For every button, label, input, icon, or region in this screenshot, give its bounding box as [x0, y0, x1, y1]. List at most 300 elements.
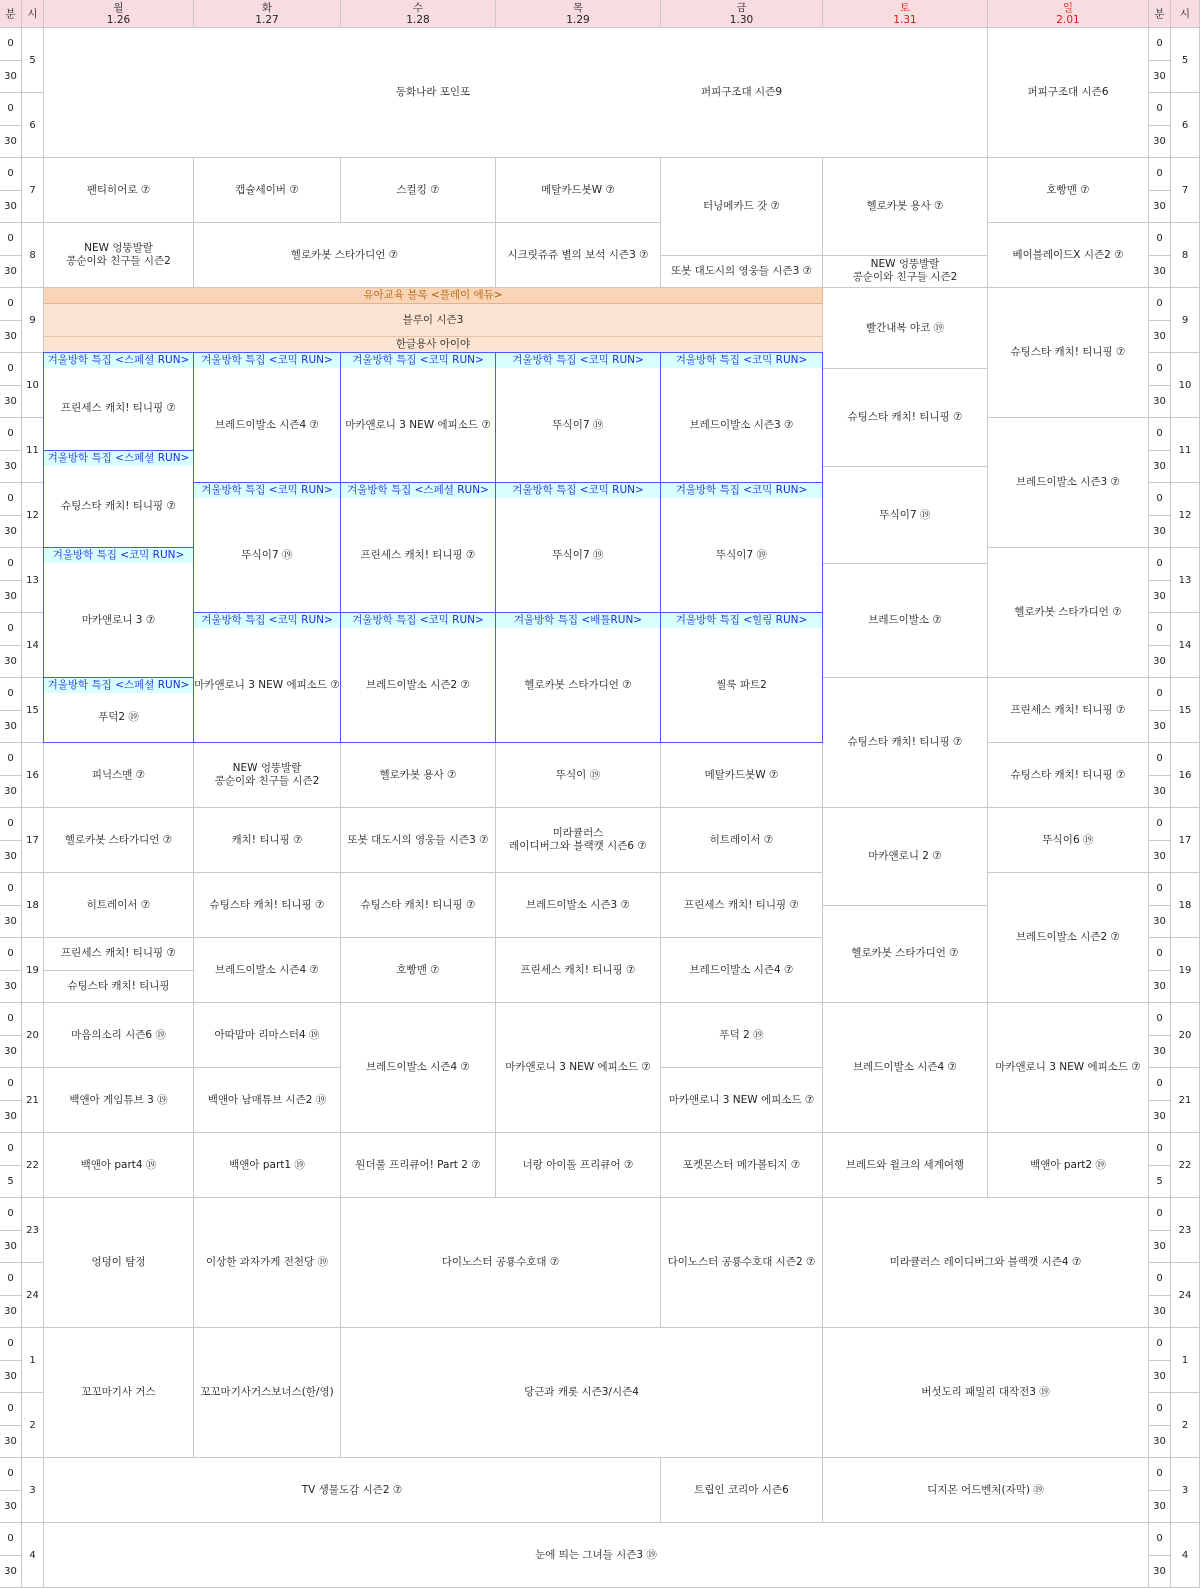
hour-label-left: 20	[22, 1003, 44, 1068]
program-cell[interactable]: 꼬꼬마기사 거스	[44, 1328, 194, 1458]
minute-label-right: 0	[1149, 223, 1171, 256]
special-program-cell[interactable]	[43, 547, 194, 678]
program-cell[interactable]: 미라큘러스 레이디버그와 블랙캣 시즌6 ⑦	[496, 808, 661, 873]
minute-label-left: 30	[0, 516, 22, 549]
minute-label-left: 0	[0, 93, 22, 126]
minute-label-right: 0	[1149, 1328, 1171, 1361]
hour-label-left: 17	[22, 808, 44, 873]
hour-label-left: 11	[22, 418, 44, 483]
special-program-cell[interactable]	[43, 677, 194, 743]
hour-label-right: 11	[1171, 418, 1200, 483]
program-cell[interactable]: 꼬꼬마기사거스보너스(한/영)	[194, 1328, 341, 1458]
header-hour-left: 시	[22, 0, 44, 28]
minute-label-right: 0	[1149, 1523, 1171, 1556]
hour-label-left: 13	[22, 548, 44, 613]
minute-label-right: 0	[1149, 1458, 1171, 1491]
program-cell[interactable]: 백앤아 part4 ⑲	[44, 1133, 194, 1198]
minute-label-left: 0	[0, 158, 22, 191]
day-name: 월	[113, 1, 124, 14]
special-program-title: 뚜식이7 ⑲	[552, 418, 604, 431]
minute-label-left: 0	[0, 1133, 22, 1166]
special-band-label: 겨울방학 특집 <코믹 RUN>	[661, 483, 822, 498]
program-cell[interactable]: 마카앤로니 3 NEW 에피소드 ⑦	[988, 1003, 1149, 1133]
program-cell[interactable]: 백앤아 part1 ⑲	[194, 1133, 341, 1198]
minute-label-left: 30	[0, 971, 22, 1004]
hour-label-left: 6	[22, 93, 44, 158]
program-cell[interactable]: 브레드이발소 시즌4 ⑦	[823, 1003, 988, 1133]
minute-label-right: 0	[1149, 743, 1171, 776]
program-cell[interactable]: 헬로카봇 용사 ⑦	[341, 743, 496, 808]
minute-label-left: 30	[0, 646, 22, 679]
minute-label-left: 30	[0, 1426, 22, 1459]
program-cell[interactable]: 히트레이서 ⑦	[661, 808, 823, 873]
special-band-label: 겨울방학 특집 <배틀RUN>	[496, 613, 660, 628]
program-cell[interactable]: 뚜식이6 ⑲	[988, 808, 1149, 873]
hour-label-right: 4	[1171, 1523, 1200, 1588]
hour-label-right: 16	[1171, 743, 1200, 808]
hour-label-right: 19	[1171, 938, 1200, 1003]
program-cell[interactable]: 프린세스 캐치! 티니핑 ⑦	[988, 678, 1149, 743]
special-band-label: 겨울방학 특집 <코믹 RUN>	[44, 548, 193, 563]
program-cell[interactable]: 프린세스 캐치! 티니핑 ⑦	[496, 938, 661, 1003]
day-date: 1.27	[255, 13, 279, 26]
hour-label-right: 22	[1171, 1133, 1200, 1198]
special-program-cell[interactable]	[193, 482, 341, 613]
program-cell[interactable]: 슈팅스타 캐치! 티니핑 ⑦	[341, 873, 496, 938]
minute-label-right: 30	[1149, 581, 1171, 614]
program-cell[interactable]: 호빵맨 ⑦	[341, 938, 496, 1003]
hour-label-right: 3	[1171, 1458, 1200, 1523]
special-program-title: 브레드이발소 시즌4 ⑦	[215, 418, 319, 431]
special-program-title: 푸덕2 ⑲	[98, 711, 139, 723]
special-program-title: 마카앤로니 3 NEW 에피소드 ⑦	[194, 678, 340, 691]
minute-label-right: 0	[1149, 1198, 1171, 1231]
minute-label-right: 0	[1149, 1003, 1171, 1036]
hour-label-right: 23	[1171, 1198, 1200, 1263]
program-cell[interactable]: 메탈카드봇W ⑦	[496, 158, 661, 223]
program-cell[interactable]: 브레드이발소 시즌3 ⑦	[988, 418, 1149, 548]
special-program-cell[interactable]	[193, 352, 341, 483]
minute-label-left: 30	[0, 126, 22, 159]
program-cell[interactable]: 마카앤로니 3 NEW 에피소드 ⑦	[661, 1068, 823, 1133]
minute-label-right: 0	[1149, 353, 1171, 386]
hour-label-right: 2	[1171, 1393, 1200, 1458]
special-program-cell[interactable]	[495, 352, 661, 483]
hour-label-left: 8	[22, 223, 44, 288]
hour-label-left: 12	[22, 483, 44, 548]
special-program-title: 브레드이발소 시즌2 ⑦	[366, 678, 470, 691]
program-cell[interactable]: NEW 엉뚱발랄 콩순이와 친구들 시즌2	[194, 743, 341, 808]
program-cell[interactable]: 또봇 대도시의 영웅들 시즌3 ⑦	[661, 256, 823, 289]
hour-label-left: 7	[22, 158, 44, 223]
minute-label-left: 30	[0, 581, 22, 614]
minute-label-left: 0	[0, 353, 22, 386]
minute-label-right: 30	[1149, 711, 1171, 744]
special-program-cell[interactable]	[340, 482, 496, 613]
minute-label-right: 30	[1149, 61, 1171, 94]
minute-label-right: 30	[1149, 256, 1171, 289]
hour-label-right: 15	[1171, 678, 1200, 743]
minute-label-right: 30	[1149, 386, 1171, 419]
special-band-label: 겨울방학 특집 <코믹 RUN>	[194, 483, 340, 498]
program-cell[interactable]: 브레드이발소 ⑦	[823, 564, 988, 678]
program-cell[interactable]: 캐치! 티니핑 ⑦	[194, 808, 341, 873]
program-cell[interactable]: 브레드이발소 시즌4 ⑦	[341, 1003, 496, 1133]
hour-label-right: 24	[1171, 1263, 1200, 1328]
special-band-label: 겨울방학 특집 <코믹 RUN>	[341, 353, 495, 368]
hour-label-left: 24	[22, 1263, 44, 1328]
special-band-label: 겨울방학 특집 <스페셜 RUN>	[44, 451, 193, 466]
special-program-title: 슈팅스타 캐치! 티니핑 ⑦	[61, 499, 176, 512]
minute-label-right: 5	[1149, 1166, 1171, 1199]
day-name: 화	[261, 1, 273, 14]
program-cell[interactable]: NEW 엉뚱발랄 콩순이와 친구들 시즌2	[823, 256, 988, 289]
program-cell[interactable]: NEW 엉뚱발랄 콩순이와 친구들 시즌2	[44, 223, 194, 288]
program-cell[interactable]: 엉덩이 탐정	[44, 1198, 194, 1328]
edu-block-title: 유아교육 블록 <플레이 에듀>	[44, 288, 823, 304]
program-cell[interactable]: 트립인 코리아 시즌6	[661, 1458, 823, 1523]
minute-label-left: 0	[0, 288, 22, 321]
program-cell[interactable]: 헬로카봇 스타가디언 ⑦	[194, 223, 496, 288]
day-header-4	[661, 0, 823, 28]
program-cell[interactable]: 백앤아 게임튜브 3 ⑲	[44, 1068, 194, 1133]
minute-label-right: 0	[1149, 548, 1171, 581]
minute-label-right: 30	[1149, 1231, 1171, 1264]
day-name: 목	[572, 1, 584, 14]
minute-label-left: 5	[0, 1166, 22, 1199]
program-cell[interactable]: 베이블레이드X 시즌2 ⑦	[988, 223, 1149, 288]
day-date: 2.01	[1056, 13, 1080, 26]
special-band-label: 겨울방학 특집 <스페셜 RUN>	[44, 678, 193, 693]
hour-label-left: 22	[22, 1133, 44, 1198]
program-cell[interactable]: 버섯도리 패밀리 대작전3 ⑲	[823, 1328, 1149, 1458]
program-cell[interactable]: 슈팅스타 캐치! 티니핑 ⑦	[823, 369, 988, 467]
program-cell[interactable]: 디지몬 어드벤처(자막) ⑲	[823, 1458, 1149, 1523]
day-name: 일	[1062, 1, 1074, 14]
minute-label-left: 30	[0, 1491, 22, 1524]
program-cell[interactable]: 메탈카드봇W ⑦	[661, 743, 823, 808]
minute-label-right: 30	[1149, 906, 1171, 939]
day-name: 수	[412, 1, 424, 14]
minute-label-left: 0	[0, 1198, 22, 1231]
program-cell[interactable]: 브레드이발소 시즌4 ⑦	[661, 938, 823, 1003]
special-band-label: 겨울방학 특집 <힐링 RUN>	[661, 613, 822, 628]
minute-label-left: 0	[0, 418, 22, 451]
minute-label-left: 30	[0, 256, 22, 289]
program-cell[interactable]: 헬로카봇 스타가디언 ⑦	[988, 548, 1149, 678]
hour-label-right: 20	[1171, 1003, 1200, 1068]
minute-label-right: 30	[1149, 1296, 1171, 1329]
day-header-1	[194, 0, 341, 28]
program-cell[interactable]: 마카앤로니 2 ⑦	[823, 808, 988, 906]
edu-program-cell[interactable]: 블루이 시즌3	[44, 304, 823, 337]
hour-label-left: 10	[22, 353, 44, 418]
minute-label-left: 0	[0, 28, 22, 61]
special-band-label: 겨울방학 특집 <코믹 RUN>	[496, 483, 660, 498]
program-cell[interactable]: 이상한 과자가게 전천당 ⑲	[194, 1198, 341, 1328]
minute-label-left: 30	[0, 1296, 22, 1329]
header-min-right: 분	[1149, 0, 1171, 28]
minute-label-right: 0	[1149, 158, 1171, 191]
minute-label-right: 0	[1149, 808, 1171, 841]
program-cell[interactable]: 피닉스맨 ⑦	[44, 743, 194, 808]
program-cell[interactable]: 백앤아 part2 ⑲	[988, 1133, 1149, 1198]
program-cell[interactable]: 슈팅스타 캐치! 티니핑 ⑦	[988, 288, 1149, 418]
special-band-label: 겨울방학 특집 <코믹 RUN>	[496, 353, 660, 368]
day-header-6	[988, 0, 1149, 28]
program-cell[interactable]: 푸덕 2 ⑲	[661, 1003, 823, 1068]
program-cell[interactable]: 눈에 띄는 그녀들 시즌3 ⑲	[44, 1523, 1149, 1588]
minute-label-left: 0	[0, 613, 22, 646]
header-hour-right: 시	[1171, 0, 1200, 28]
minute-label-left: 0	[0, 1393, 22, 1426]
special-program-cell[interactable]	[340, 612, 496, 743]
hour-label-right: 21	[1171, 1068, 1200, 1133]
hour-label-left: 16	[22, 743, 44, 808]
program-cell[interactable]: 백앤아 남매튜브 시즌2 ⑲	[194, 1068, 341, 1133]
program-cell[interactable]: 포켓몬스터 메가볼티지 ⑦	[661, 1133, 823, 1198]
hour-label-left: 14	[22, 613, 44, 678]
minute-label-right: 0	[1149, 288, 1171, 321]
program-cell[interactable]: 호빵맨 ⑦	[988, 158, 1149, 223]
minute-label-right: 30	[1149, 1426, 1171, 1459]
day-date: 1.30	[729, 13, 754, 26]
special-band-label: 겨울방학 특집 <코믹 RUN>	[194, 353, 340, 368]
minute-label-right: 30	[1149, 321, 1171, 354]
special-program-cell[interactable]	[193, 612, 341, 743]
minute-label-left: 0	[0, 1263, 22, 1296]
minute-label-left: 0	[0, 938, 22, 971]
minute-label-right: 30	[1149, 841, 1171, 874]
minute-label-right: 30	[1149, 1361, 1171, 1394]
minute-label-left: 0	[0, 1003, 22, 1036]
minute-label-right: 0	[1149, 1133, 1171, 1166]
program-cell[interactable]: 브레드이발소 시즌2 ⑦	[988, 873, 1149, 1003]
program-cell[interactable]: 미라큘러스 레이디버그와 블랙캣 시즌4 ⑦	[823, 1198, 1149, 1328]
minute-label-left: 30	[0, 1361, 22, 1394]
program-cell[interactable]: TV 생물도감 시즌2 ⑦	[44, 1458, 661, 1523]
minute-label-right: 30	[1149, 776, 1171, 809]
special-program-title: 헬로카봇 스타가디언 ⑦	[524, 678, 632, 691]
minute-label-right: 0	[1149, 28, 1171, 61]
hour-label-left: 18	[22, 873, 44, 938]
day-date: 1.29	[566, 13, 590, 26]
hour-label-right: 9	[1171, 288, 1200, 353]
program-cell[interactable]: 뚜식이7 ⑲	[823, 467, 988, 565]
hour-label-left: 21	[22, 1068, 44, 1133]
minute-label-right: 30	[1149, 1036, 1171, 1069]
program-cell[interactable]: 팬티히어로 ⑦	[44, 158, 194, 223]
day-header-5	[823, 0, 988, 28]
program-cell[interactable]: 슈팅스타 캐치! 티니핑 ⑦	[823, 678, 988, 808]
hour-label-left: 19	[22, 938, 44, 1003]
program-cell[interactable]: 퍼피구조대 시즌9	[496, 28, 988, 158]
hour-label-right: 8	[1171, 223, 1200, 288]
minute-label-left: 0	[0, 1328, 22, 1361]
program-cell[interactable]: 슈팅스타 캐치! 티니핑 ⑦	[988, 743, 1149, 808]
program-cell[interactable]: 프린세스 캐치! 티니핑 ⑦	[661, 873, 823, 938]
special-program-cell[interactable]	[43, 450, 194, 549]
hour-label-left: 23	[22, 1198, 44, 1263]
special-band-label: 겨울방학 특집 <스페셜 RUN>	[341, 483, 495, 498]
minute-label-right: 0	[1149, 613, 1171, 646]
program-cell[interactable]: 또봇 대도시의 영웅들 시즌3 ⑦	[341, 808, 496, 873]
minute-label-left: 30	[0, 1231, 22, 1264]
hour-label-left: 3	[22, 1458, 44, 1523]
minute-label-right: 0	[1149, 1263, 1171, 1296]
hour-label-left: 4	[22, 1523, 44, 1588]
special-program-cell[interactable]	[340, 352, 496, 483]
minute-label-left: 30	[0, 841, 22, 874]
hour-label-left: 15	[22, 678, 44, 743]
minute-label-left: 30	[0, 191, 22, 224]
minute-label-left: 30	[0, 451, 22, 484]
special-program-title: 마카앤로니 3 ⑦	[81, 613, 156, 626]
program-cell[interactable]: 캡슐세이버 ⑦	[194, 158, 341, 223]
minute-label-left: 30	[0, 321, 22, 354]
program-cell[interactable]: 브레드이발소 시즌3 ⑦	[496, 873, 661, 938]
minute-label-left: 0	[0, 678, 22, 711]
program-cell[interactable]: 브레드와 윌크의 세계여행	[823, 1133, 988, 1198]
program-cell[interactable]: 슈팅스타 캐치! 티니핑	[44, 971, 194, 1004]
program-cell[interactable]: 뚜식이 ⑲	[496, 743, 661, 808]
special-program-cell[interactable]	[660, 482, 823, 613]
day-header-0	[44, 0, 194, 28]
minute-label-left: 30	[0, 711, 22, 744]
minute-label-right: 30	[1149, 646, 1171, 679]
hour-label-right: 1	[1171, 1328, 1200, 1393]
program-cell[interactable]: 원더풀 프리큐어! Part 2 ⑦	[341, 1133, 496, 1198]
header-min-left: 분	[0, 0, 22, 28]
program-cell[interactable]: 히트레이서 ⑦	[44, 873, 194, 938]
minute-label-left: 30	[0, 386, 22, 419]
program-cell[interactable]: 터닝메카드 갓 ⑦	[661, 158, 823, 256]
minute-label-left: 30	[0, 1101, 22, 1134]
minute-label-right: 0	[1149, 1068, 1171, 1101]
minute-label-right: 30	[1149, 126, 1171, 159]
minute-label-left: 0	[0, 1068, 22, 1101]
special-program-title: 뚜식이7 ⑲	[552, 548, 604, 561]
minute-label-left: 0	[0, 1523, 22, 1556]
special-program-title: 프린세스 캐치! 티니핑 ⑦	[360, 548, 476, 561]
program-cell[interactable]: 헬로카봇 용사 ⑦	[823, 158, 988, 256]
hour-label-right: 18	[1171, 873, 1200, 938]
special-program-title: 마카앤로니 3 NEW 에피소드 ⑦	[345, 418, 491, 431]
minute-label-right: 30	[1149, 191, 1171, 224]
hour-label-left: 5	[22, 28, 44, 93]
minute-label-left: 0	[0, 808, 22, 841]
minute-label-right: 0	[1149, 93, 1171, 126]
program-cell[interactable]: 헬로카봇 스타가디언 ⑦	[44, 808, 194, 873]
day-date: 1.28	[406, 13, 430, 26]
program-cell[interactable]: 동화나라 포인포	[44, 28, 823, 158]
minute-label-right: 30	[1149, 1556, 1171, 1589]
program-cell[interactable]: 아따맘마 리마스터4 ⑲	[194, 1003, 341, 1068]
hour-label-right: 10	[1171, 353, 1200, 418]
minute-label-right: 0	[1149, 938, 1171, 971]
program-cell[interactable]: 스컬킹 ⑦	[341, 158, 496, 223]
special-band-label: 겨울방학 특집 <코믹 RUN>	[341, 613, 495, 628]
special-band-label: 겨울방학 특집 <코믹 RUN>	[661, 353, 822, 368]
special-program-cell[interactable]	[660, 612, 823, 743]
special-program-title: 프린세스 캐치! 티니핑 ⑦	[61, 402, 176, 415]
minute-label-right: 0	[1149, 483, 1171, 516]
minute-label-right: 30	[1149, 451, 1171, 484]
special-program-cell[interactable]	[43, 352, 194, 451]
day-name: 금	[736, 1, 747, 14]
minute-label-left: 0	[0, 548, 22, 581]
special-program-title: 뚜식이7 ⑲	[241, 548, 293, 561]
edu-program-cell[interactable]: 한글용사 아이야	[44, 337, 823, 353]
hour-label-right: 13	[1171, 548, 1200, 613]
hour-label-left: 2	[22, 1393, 44, 1458]
hour-label-right: 5	[1171, 28, 1200, 93]
minute-label-right: 0	[1149, 678, 1171, 711]
minute-label-right: 30	[1149, 1491, 1171, 1524]
special-program-cell[interactable]	[495, 612, 661, 743]
minute-label-left: 30	[0, 776, 22, 809]
minute-label-left: 30	[0, 61, 22, 94]
minute-label-left: 0	[0, 743, 22, 776]
minute-label-left: 0	[0, 1458, 22, 1491]
special-program-cell[interactable]	[495, 482, 661, 613]
minute-label-left: 30	[0, 906, 22, 939]
hour-label-right: 12	[1171, 483, 1200, 548]
program-cell[interactable]: 브레드이발소 시즌4 ⑦	[194, 938, 341, 1003]
day-name: 토	[899, 1, 911, 14]
program-cell[interactable]: 프린세스 캐치! 티니핑 ⑦	[44, 938, 194, 971]
day-header-2	[341, 0, 496, 28]
minute-label-right: 30	[1149, 971, 1171, 1004]
minute-label-right: 30	[1149, 516, 1171, 549]
minute-label-right: 0	[1149, 418, 1171, 451]
special-program-title: 브레드이발소 시즌3 ⑦	[689, 418, 794, 431]
program-cell[interactable]: 마카앤로니 3 NEW 에피소드 ⑦	[496, 1003, 661, 1133]
special-program-cell[interactable]	[660, 352, 823, 483]
special-program-title: 씰룩 파트2	[716, 678, 767, 691]
minute-label-right: 0	[1149, 1393, 1171, 1426]
program-cell[interactable]: 빨간내복 야코 ⑲	[823, 288, 988, 369]
minute-label-right: 30	[1149, 1101, 1171, 1134]
program-cell[interactable]: 퍼피구조대 시즌6	[988, 28, 1149, 158]
hour-label-right: 6	[1171, 93, 1200, 158]
minute-label-left: 30	[0, 1556, 22, 1589]
special-band-label: 겨울방학 특집 <코믹 RUN>	[194, 613, 340, 628]
program-cell[interactable]: 시크릿쥬쥬 별의 보석 시즌3 ⑦	[496, 223, 661, 288]
hour-label-right: 17	[1171, 808, 1200, 873]
program-cell[interactable]: 다이노스터 공룡수호대 시즌2 ⑦	[661, 1198, 823, 1328]
hour-label-left: 9	[22, 288, 44, 353]
hour-label-right: 7	[1171, 158, 1200, 223]
day-date: 1.26	[106, 13, 131, 26]
special-band-label: 겨울방학 특집 <스페셜 RUN>	[44, 353, 193, 368]
program-cell[interactable]: 너랑 아이돌 프리큐어 ⑦	[496, 1133, 661, 1198]
minute-label-right: 0	[1149, 873, 1171, 906]
program-cell[interactable]: 당근과 캐롯 시즌3/시즌4	[341, 1328, 823, 1458]
minute-label-left: 30	[0, 1036, 22, 1069]
day-date: 1.31	[893, 13, 917, 26]
minute-label-left: 0	[0, 483, 22, 516]
program-cell[interactable]: 헬로카봇 스타가디언 ⑦	[823, 906, 988, 1004]
hour-label-left: 1	[22, 1328, 44, 1393]
hour-label-right: 14	[1171, 613, 1200, 678]
program-cell[interactable]: 마음의소리 시즌6 ⑲	[44, 1003, 194, 1068]
day-header-3	[496, 0, 661, 28]
minute-label-left: 0	[0, 223, 22, 256]
program-cell[interactable]: 다이노스터 공룡수호대 ⑦	[341, 1198, 661, 1328]
program-cell[interactable]: 슈팅스타 캐치! 티니핑 ⑦	[194, 873, 341, 938]
special-program-title: 뚜식이7 ⑲	[716, 548, 767, 561]
